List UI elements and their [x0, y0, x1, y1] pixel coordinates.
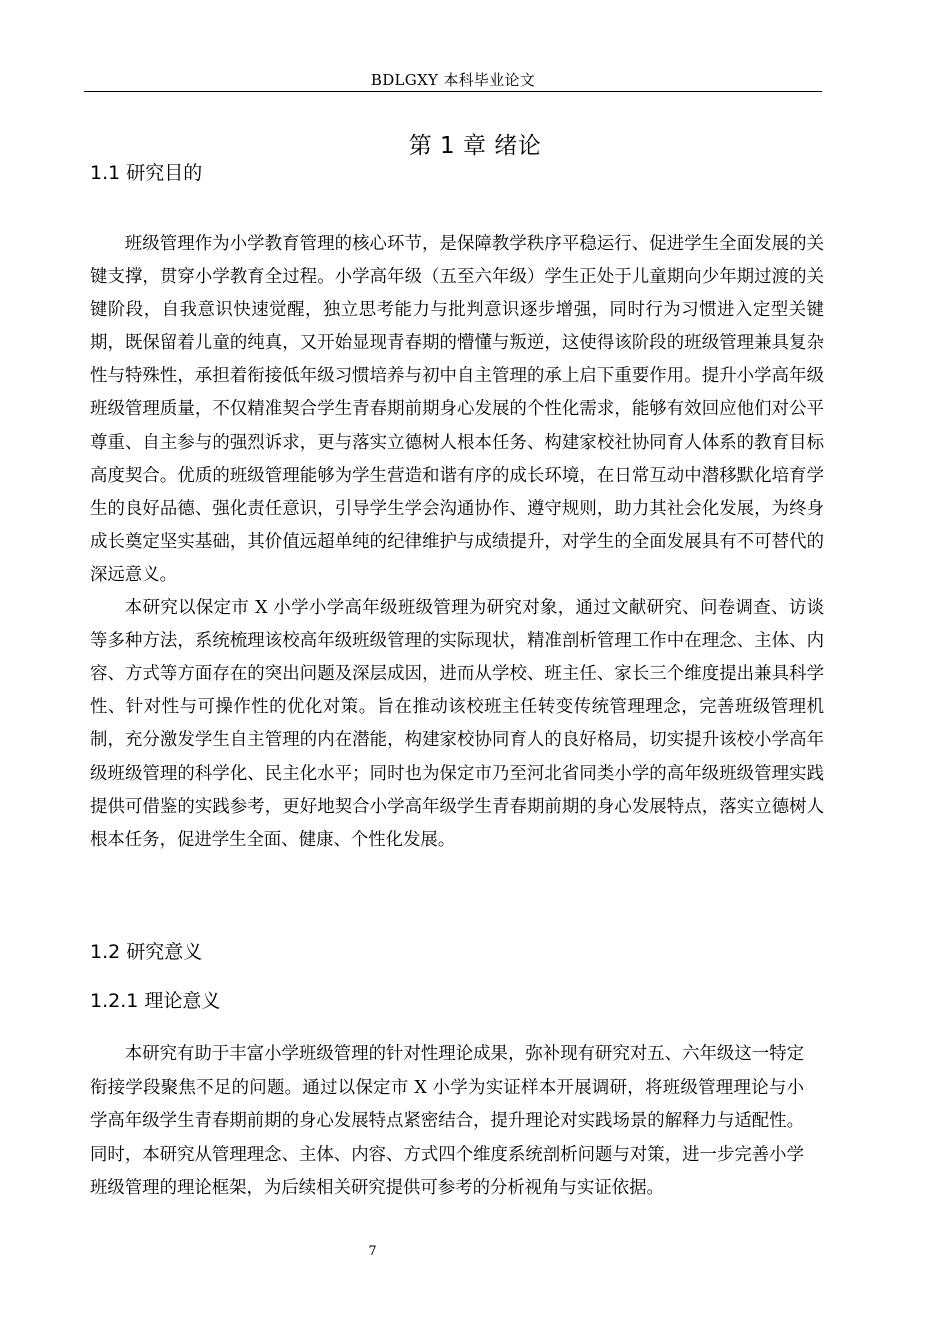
paragraph: 本研究以保定市 X 小学小学高年级班级管理为研究对象，通过文献研究、问卷调查、访谈等多种方法，系统梳理该校高年级班级管理的实际现状，精准剖析管理工作中在理念、主体、内容、方式等方面存在的突出问题及深层成因，进而从学校、班主任、家长三个维度提出兼具科学性、针对性与可操作性的优化对策。旨在推动该校班主任转变传统管理理念，完善班级管理机制，充分激发学生自主管理的内在潜能，构建家校协同育人的良好格局，切实提升该校小学高年级班级管理的科学化、民主化水平；同时也为保定市乃至河北省同类小学的高年级班级管理实践提供可借鉴的实践参考，更好地契合小学高年级学生青春期前期的身心发展特点，落实立德树人根本任务，促进学生全面、健康、个性化发展。 [90, 598, 824, 850]
section-body-1-1 [90, 228, 824, 857]
section-heading-1-2: 1.2 研究意义 [90, 941, 203, 963]
paragraph: 本研究有助于丰富小学班级管理的针对性理论成果，弥补现有研究对五、六年级这一特定衔接学段聚焦不足的问题。通过以保定市 X 小学为实证样本开展调研，将班级管理理论与小学高年级学生青春期前期的身心发展特点紧密结合，提升理论对实践场景的解释力与适配性。同时，本研究从管理理念、主体、内容、方式四个维度系统剖析问题与对策，进一步完善小学班级管理的理论框架，为后续相关研究提供可参考的分析视角与实证依据。 [90, 1044, 804, 1199]
paragraph: 班级管理作为小学教育管理的核心环节，是保障教学秩序平稳运行、促进学生全面发展的关键支撑，贯穿小学教育全过程。小学高年级（五至六年级）学生正处于儿童期向少年期过渡的关键阶段，自我意识快速觉醒，独立思考能力与批判意识逐步增强，同时行为习惯进入定型关键期，既保留着儿童的纯真，又开始显现青春期的懵懂与叛逆，这使得该阶段的班级管理兼具复杂性与特殊性，承担着衔接低年级习惯培养与初中自主管理的承上启下重要作用。提升小学高年级班级管理质量，不仅精准契合学生青春期前期身心发展的个性化需求，能够有效回应他们对公平尊重、自主参与的强烈诉求，更与落实立德树人根本任务、构建家校社协同育人体系的教育目标高度契合。优质的班级管理能够为学生营造和谐有序的成长环境，在日常互动中潜移默化培育学生的良好品德、强化责任意识，引导学生学会沟通协作、遵守规则，助力其社会化发展，为终身成长奠定坚实基础，其价值远超单纯的纪律维护与成绩提升，对学生的全面发展具有不可替代的深远意义。 [90, 234, 824, 585]
page-number: 7 [368, 1244, 377, 1259]
section-heading-1-1: 1.1 研究目的 [90, 162, 203, 184]
section-body-1-2-1 [90, 1038, 804, 1206]
page-header: BDLGXY 本科毕业论文 [370, 71, 536, 89]
subsection-heading-1-2-1: 1.2.1 理论意义 [90, 990, 221, 1012]
chapter-title: 第 1 章 绪论 [408, 133, 542, 160]
header-divider [84, 91, 822, 92]
